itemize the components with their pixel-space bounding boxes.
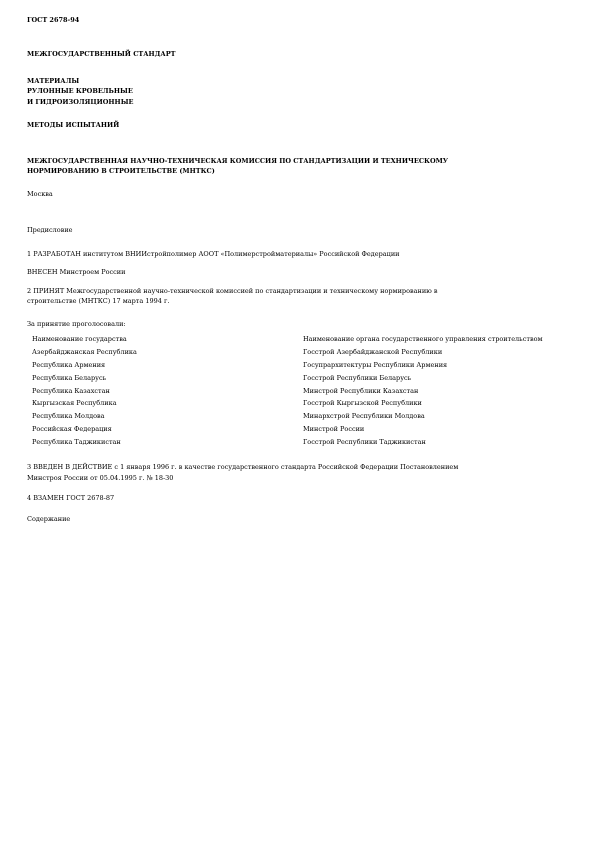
table-header-authority: Наименование органа государственного управления строительством [303, 335, 543, 343]
table-cell-authority: Госстрой Республики Таджикистан [303, 438, 426, 447]
table-row [27, 348, 570, 361]
table-cell-authority: Госстрой Республики Беларусь [303, 373, 412, 382]
table-cell-state: Азербайджанская Республика [32, 347, 137, 356]
foreword-item-4: 4 ВЗАМЕН ГОСТ 2678-87 [27, 494, 115, 502]
table-row [27, 387, 570, 400]
title-line-3: И ГИДРОИЗОЛЯЦИОННЫЕ [27, 98, 134, 106]
foreword-item-3-line-1: 3 ВВЕДЕН В ДЕЙСТВИЕ с 1 января 1996 г. в качестве государственного стандарта Российской Федерации Постановлением [27, 463, 459, 471]
table-cell-authority: Минстрой Республики Казахстан [303, 386, 419, 395]
table-row [27, 374, 570, 387]
table-cell-authority: Госупрархитектуры Республики Армения [303, 360, 448, 369]
table-header-row [27, 335, 570, 348]
table-row [27, 412, 570, 425]
table-cell-state: Кыргызская Республика [32, 399, 117, 408]
table-row [27, 399, 570, 412]
table-cell-authority: Минархстрой Республики Молдова [303, 412, 425, 421]
table-cell-state: Республика Беларусь [32, 373, 107, 382]
foreword-item-3-line-2: Минстроя России от 05.04.1995 г. № 18-30 [27, 474, 174, 482]
table-cell-authority: Госстрой Кыргызской Республики [303, 399, 422, 408]
table-cell-authority: Минстрой России [303, 425, 365, 434]
table-row [27, 425, 570, 438]
title-line-2: РУЛОННЫЕ КРОВЕЛЬНЫЕ [27, 87, 133, 95]
foreword-item-1: 1 РАЗРАБОТАН институтом ВНИИстройполимер АООТ «Полимерстройматериалы» Российской Федерации [27, 250, 400, 258]
table-cell-state: Республика Казахстан [32, 386, 110, 395]
foreword-item-2-line-1: 2 ПРИНЯТ Межгосударственной научно-технической комиссией по стандартизации и техническому нормированию в [27, 287, 438, 295]
table-cell-state: Республика Армения [32, 360, 106, 369]
commission-line-2: НОРМИРОВАНИЮ В СТРОИТЕЛЬСТВЕ (МНТКС) [27, 167, 215, 175]
commission-line-1: МЕЖГОСУДАРСТВЕННАЯ НАУЧНО-ТЕХНИЧЕСКАЯ КОМИССИЯ ПО СТАНДАРТИЗАЦИИ И ТЕХНИЧЕСКОМУ [27, 157, 449, 165]
publication-city: Москва [27, 190, 53, 198]
foreword-item-2-line-2: строительстве (МНТКС) 17 марта 1994 г. [27, 297, 170, 305]
table-cell-state: Республика Таджикистан [32, 438, 121, 447]
standard-category: МЕЖГОСУДАРСТВЕННЫЙ СТАНДАРТ [27, 50, 176, 58]
contents-link[interactable]: Содержание [27, 515, 71, 523]
foreword-item-1-introduced: ВНЕСЕН Минстроем России [27, 268, 126, 276]
document-code: ГОСТ 2678-94 [27, 16, 80, 24]
table-cell-state: Российская Федерация [32, 425, 112, 434]
document-subtitle: МЕТОДЫ ИСПЫТАНИЙ [27, 121, 120, 129]
table-header-state: Наименование государства [32, 335, 127, 343]
table-row [27, 438, 570, 451]
states-table [27, 335, 570, 451]
table-row [27, 361, 570, 374]
vote-intro: За принятие проголосовали: [27, 320, 126, 328]
table-cell-state: Республика Молдова [32, 412, 105, 421]
table-cell-authority: Госстрой Азербайджанской Республики [303, 347, 443, 356]
foreword-heading: Предисловие [27, 226, 73, 234]
title-line-1: МАТЕРИАЛЫ [27, 77, 80, 85]
